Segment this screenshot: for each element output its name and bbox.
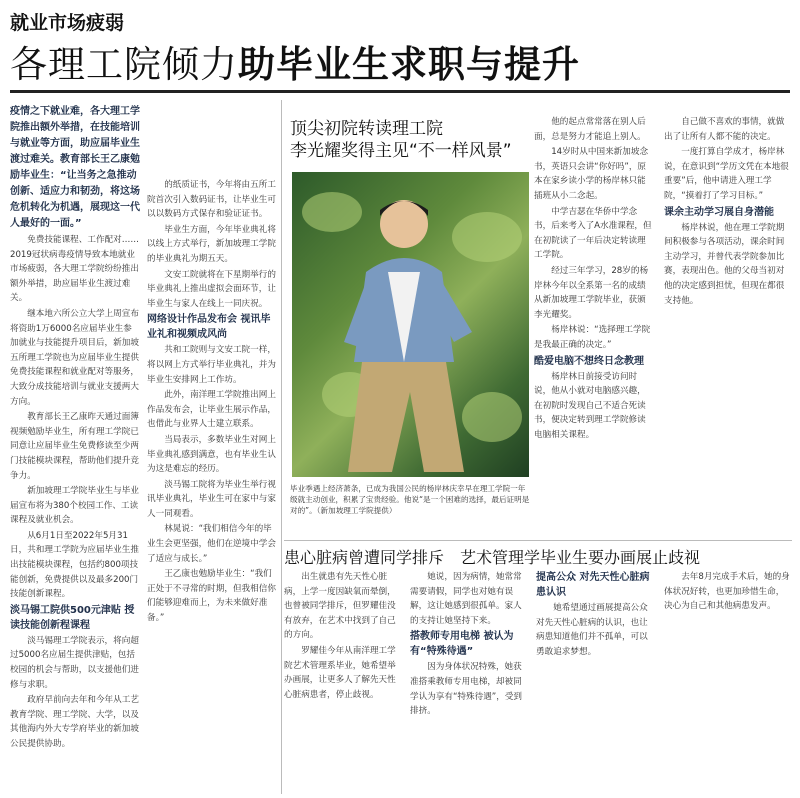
feature-title-line1: 顶尖初院转读理工院: [290, 119, 443, 139]
subheading: 网络设计作品发布会 视讯毕业礼和视频成风尚: [147, 314, 271, 341]
feature-caption: 毕业季遇上经济萧条，已成为我国公民的杨岸林庆幸早在理工学院一年级就主动创业，积累了宝贵经验。他说“是一个困难的选择，最后证明是对的”。（新加坡理工学院提供）: [290, 484, 530, 515]
person-figure: [292, 172, 529, 477]
paragraph: 当局表示，多数毕业生对网上毕业典礼感到满意，也有毕业生认为这是难忘的经历。: [147, 434, 276, 475]
subheading: 淡马锡工院供500元津贴 授读技能创新程课程: [10, 604, 135, 631]
article-column-1: [10, 104, 140, 794]
paragraph: 文安工院就将在下星期举行的毕业典礼上推出虚拟会面环节，让毕业生与家人在线上一同庆祝。: [147, 269, 276, 309]
headline-bold: 助毕业生求职与提升: [238, 43, 580, 86]
paragraph: 政府早前向去年和今年从工艺教育学院、理工学院、大学，以及其他海内外大专学府毕业的新加坡公民提供协助。: [10, 695, 139, 749]
paragraph: 她希望通过画展提高公众对先天性心脏病的认识，也让病患知道他们并不孤单，可以勇敢追求梦想。: [536, 603, 648, 657]
headline-light: 各理工院倾力: [10, 43, 238, 86]
paragraph: 一度打算自学成才，杨岸林说，在意识到“学历文凭在本地很重要”后，他申请进入理工学院，“摸着打了学习目标。”: [664, 147, 789, 201]
paragraph: 中学吉瑟在华侨中学念书，后来考入了A水准课程，但在初院读了一年后决定转读理工学院。: [534, 206, 652, 261]
paragraph: 杨岸林日前接受访问时说，他从小就对电脑感兴趣，在初院时发现自己不适合死读书，便决定转到理工学院修读电脑相关课程。: [534, 371, 646, 440]
kicker: 就业市场疲弱: [10, 12, 125, 34]
paragraph: 的纸质证书，今年将由五所工院首次引入数码证书，让毕业生可以以数码方式保存和验证证书。: [147, 180, 276, 220]
paragraph: 他的起点常常落在别人后面，总是努力才能追上别人。: [534, 117, 646, 142]
paragraph: 毕业生方面，今年毕业典礼将以线上方式举行，新加坡理工学院的毕业典礼为期五天。: [147, 224, 276, 264]
paragraph: 因为身体状况特殊，她获准搭乘教师专用电梯，却被同学认为享有“特殊待遇”，受到排挤。: [410, 662, 523, 717]
paragraph: 林晁说：“我们相信今年的毕业生会更坚强，他们在逆境中学会了适应与成长。”: [147, 524, 276, 564]
second-article-column-2: [410, 570, 528, 794]
second-article-column-1: [284, 570, 402, 794]
paragraph: 她说，因为病情，她常常需要请假，同学也对她有误解，这让她感到很孤单。家人的支持让她坚持下来。: [410, 572, 522, 626]
paragraph: 淡马锡工院将为毕业生举行视讯毕业典礼，毕业生可在家中与家人一同观看。: [147, 479, 276, 519]
paragraph: 14岁时从中国来新加坡念书，英语只会讲“你好吗”，原本在家乡读小学的杨岸林只能插班从小二念起。: [534, 147, 649, 201]
feature-photo: [292, 172, 529, 477]
article-lead: 疫情之下就业难，各大理工学院推出额外举措，在技能培训与就业等方面，助应届毕业生渡过难关。教育部长王乙康勉励毕业生：“让当务之急推动创新、适应力和韧劲，将这场危机转化为机遇，展现这一代人最好的一面。”: [10, 106, 140, 229]
paragraph: 教育部长王乙康昨天通过面簿视频勉励毕业生，所有理工学院已同意让应届毕业生免费修读至少两门技能模块课程，帮助他们提升竞争力。: [10, 412, 139, 481]
paragraph: 淡马锡理工学院表示，将向超过5000名应届生提供津贴，包括校园的机会与帮助，以支援他们进修与求职。: [10, 635, 139, 690]
paragraph: 出生就患有先天性心脏病，上学一度因缺氧而晕倒，也曾被同学排斥，但罗耀佳没有放弃，在艺术中找到了自己的方向。: [284, 572, 396, 641]
column-divider: [281, 100, 282, 794]
paragraph: 免费技能课程、工作配对……2019冠状病毒疫情导致本地就业市场疲弱，各大理工学院纷纷推出额外举措，助应届毕业生渡过难关。: [10, 235, 139, 304]
feature-title-line2: 李光耀奖得主见“不一样风景”: [290, 141, 512, 161]
paragraph: 杨岸林说，他在理工学院期间积极参与各项活动，课余时间主动学习，并曾代表学院参加比赛，表现出色。他的父母当初对他的决定感到担忧，但现在都很支持他。: [664, 222, 785, 306]
paragraph: 罗耀佳今年从南洋理工学院艺术管理系毕业，她希望举办画展，让更多人了解先天性心脏病患者，停止歧视。: [284, 645, 396, 700]
paragraph: 王乙康也勉励毕业生：“我们正处于不寻常的时期，但我相信你们能够迎难而上，为未来做好准备。”: [147, 569, 276, 624]
paragraph: 经过三年学习，28岁的杨岸林今年以全系第一名的成绩从新加坡理工学院毕业，获颁李光耀奖。: [534, 265, 649, 320]
paragraph: 共和工院则与文安工院一样，将以网上方式举行毕业典礼，并为毕业生安排网上工作坊。: [147, 345, 276, 385]
paragraph: 继本地六所公立大学上周宣布将资助1万6000名应届毕业生参加就业与技能提升项目后，新加坡五所理工学院也为应届毕业生提供免费技能课程和就业配对等服务，大致分成技能培训与就业支援两大方向。: [10, 308, 139, 407]
subheading: 搭教师专用电梯 被认为有“特殊待遇”: [410, 631, 514, 658]
paragraph: 此外，南洋理工学院推出网上作品发布会，让毕业生展示作品，也借此与业界人士建立联系。: [147, 390, 276, 430]
headline: [10, 34, 580, 88]
paragraph: 去年8月完成手术后，她的身体状况好转，也更加珍惜生命，决心为自己和其他病患发声。: [664, 572, 790, 612]
subheading: 课余主动学习展自身潜能: [664, 206, 774, 218]
second-article-headline: 患心脏病曾遭同学排斥 艺术管理学毕业生要办画展止歧视: [284, 548, 701, 567]
paragraph: 新加坡理工学院毕业生与毕业届宣布将为380个校园工作、工读课程及就业机会。: [10, 486, 139, 526]
paragraph: 自己做不喜欢的事情，就做出了让所有人都不能的决定。: [664, 117, 785, 142]
section-divider: [284, 540, 792, 541]
second-article-column-3: [536, 570, 654, 794]
feature-column-a: [534, 115, 652, 540]
subheading: 酷爱电脑不想终日念教理: [534, 355, 644, 367]
feature-title: [290, 118, 512, 162]
paragraph: 杨岸林说：“选择理工学院是我最正确的决定。”: [534, 325, 651, 350]
second-article-column-4: [664, 570, 792, 794]
article-column-2: [147, 178, 277, 794]
paragraph: 从6月1日至2022年5月31日，共和理工学院为应届毕业生推出技能模块课程，包括约800项技能创新，免费提供以及最多200门技能创新课程。: [10, 530, 139, 600]
headline-rule: [10, 90, 790, 93]
subheading: 提高公众 对先天性心脏病患认识: [536, 572, 650, 598]
feature-column-b: [664, 115, 792, 540]
